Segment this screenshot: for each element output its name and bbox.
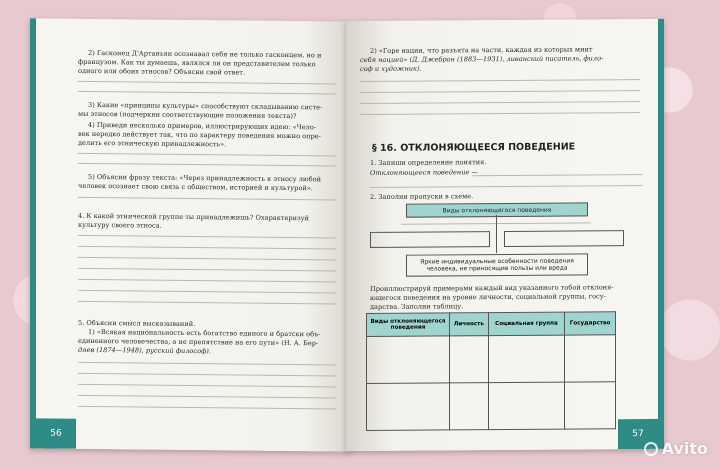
answer-line [78, 235, 336, 239]
answer-line [360, 101, 640, 104]
scheme-title-box: Виды отклоняющегося поведения [406, 202, 588, 217]
left-text-1: 2) Гасконец Д'Артаньян осознавал себя не только гасконцем, но и [88, 48, 322, 60]
answer-line [78, 197, 336, 201]
avito-watermark [644, 439, 708, 458]
answer-line [360, 112, 640, 115]
table-header: Социальная группа [488, 312, 565, 336]
table-row [367, 382, 616, 431]
task-1-term: Отклоняющееся поведение — [370, 168, 479, 177]
left-text-2: французом. Как ты думаешь, являлся ли он представителем только [78, 57, 316, 69]
left-text-16: дяев (1874—1948), русский философ). [78, 345, 211, 356]
left-text-15: единенного человечества, а не препятствие на его пути» (Н. А. Бер- [78, 336, 319, 348]
left-text-10: человек осознает свою связь с обществом, историей и культурой». [78, 181, 313, 193]
answer-line [78, 246, 336, 250]
answer-line [78, 91, 336, 95]
task-3-line-2: ющегося поведения на уровне личности, социальной группы, госу- [370, 292, 606, 302]
answer-line [78, 290, 336, 294]
table-cell [367, 383, 450, 431]
avito-logo-icon [644, 442, 658, 456]
answer-line [472, 174, 642, 176]
task-2: 2. Заполни пропуски в схеме. [370, 192, 474, 201]
answer-line [360, 79, 640, 82]
left-text-13: 5. Объясни смысл высказываний. [78, 318, 196, 329]
left-page [30, 18, 351, 451]
watermark-text: Avito [661, 439, 708, 458]
answer-line [78, 373, 336, 377]
left-text-12: культуру своего этноса. [78, 220, 162, 230]
right-page [346, 19, 664, 451]
left-text-7: век нередко действует так, что по характеру поведения можно опре- [78, 129, 321, 141]
answer-line [370, 185, 642, 188]
table-cell [565, 335, 616, 382]
table-row [367, 335, 616, 384]
task-3-line-1: Проиллюстрируй примерами каждый вид указанного тобой отклоня- [370, 283, 614, 293]
answer-line [78, 395, 336, 399]
left-text-11: 4. К какой этнической группе ты принадлежишь? Охарактеризуй [78, 211, 309, 223]
quote-line-1: 2) «Горе нации, что разъята на части, каждая из которых мнит [370, 45, 593, 55]
page-number-right: 57 [618, 419, 658, 449]
table-cell [450, 383, 489, 430]
examples-table [366, 311, 616, 431]
table-cell [450, 336, 489, 383]
answer-line [78, 406, 336, 410]
table-cell [488, 335, 565, 383]
quote-line-3: соф и художник). [360, 64, 422, 74]
answer-line [78, 163, 336, 167]
scheme-empty-box-left [370, 231, 490, 248]
page-number-left: 56 [36, 418, 76, 448]
answer-line [78, 384, 336, 388]
left-text-5: мы этносов (подчеркни соответствующие положения текста)? [78, 109, 297, 121]
left-text-4: 3) Какие «принципы культуры» способствуют складыванию систе- [88, 100, 323, 112]
task-1: 1. Запиши определение понятия. [370, 158, 487, 167]
scheme-empty-box-right [504, 230, 624, 247]
answer-line [78, 153, 336, 157]
answer-line [360, 90, 640, 93]
answer-line [78, 81, 336, 85]
answer-line [78, 301, 336, 305]
table-header: Личность [450, 313, 489, 336]
scheme-connector [496, 215, 497, 223]
left-text-9: 5) Объясни фразу текста: «Через принадлежность к этносу любой [88, 172, 321, 184]
table-header: Виды отклоняющегося поведения [367, 313, 450, 337]
table-cell [565, 382, 616, 429]
answer-line [78, 279, 336, 283]
table-header: Государство [565, 312, 616, 335]
answer-line [78, 362, 336, 366]
section-heading: § 16. ОТКЛОНЯЮЩЕЕСЯ ПОВЕДЕНИЕ [372, 141, 576, 154]
left-text-6: 4) Приведи несколько примеров, иллюстрирующих идею: «Чело- [88, 120, 317, 132]
scheme-connector [496, 223, 497, 253]
left-text-14: 1) «Всякая национальность есть богатство единого и братски объ- [88, 327, 321, 339]
task-3-line-3: дарства. Заполни таблицу. [370, 302, 464, 311]
open-workbook [30, 20, 660, 460]
left-text-3: одного или обоих этносов? Объясни свой ответ. [78, 66, 245, 77]
answer-line [78, 257, 336, 261]
left-text-8: делить его этническую принадлежность». [78, 138, 227, 149]
scheme-note-box: Яркие индивидуальные особенности поведения человека, не приносящие пользы или вреда [406, 253, 588, 276]
table-cell [488, 382, 565, 430]
table-cell [367, 336, 450, 384]
quote-line-2: себя нацией» (Д. Джебран (1883—1931), ливанский писатель, фило- [360, 54, 604, 65]
answer-line [78, 268, 336, 272]
